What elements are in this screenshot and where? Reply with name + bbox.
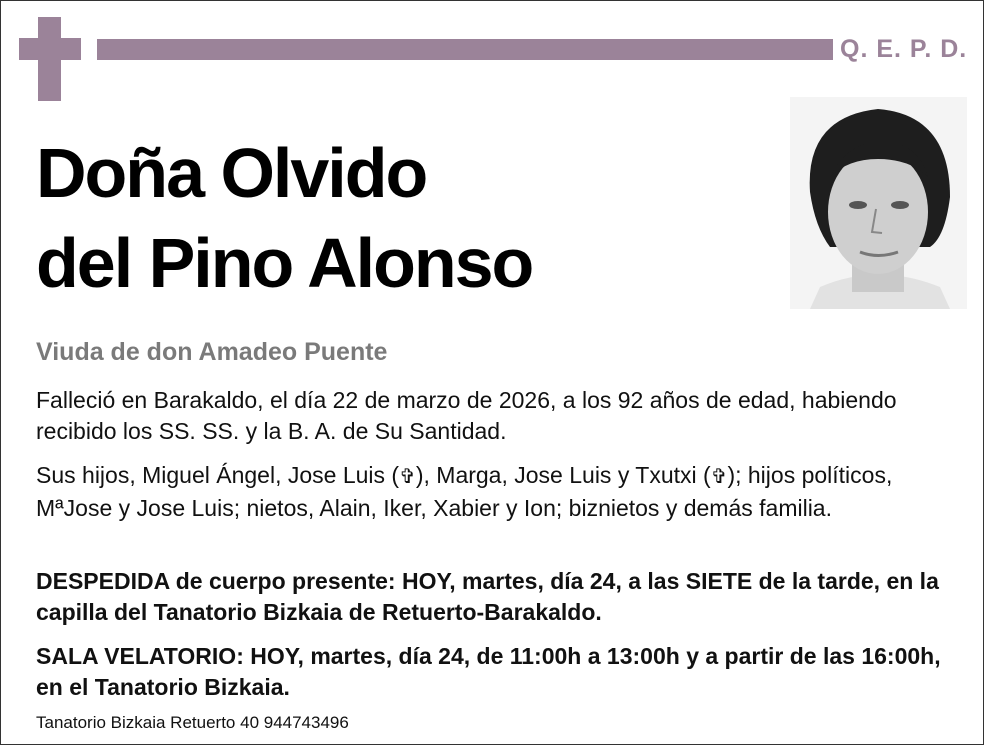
name-line-2: del Pino Alonso: [36, 224, 533, 302]
farewell-paragraph: DESPEDIDA de cuerpo presente: HOY, martes, día 24, a las SIETE de la tarde, en la capilla del Tanatorio Bizkaia de Retuerto-Barakaldo.: [36, 568, 939, 625]
funeral-home-footer: Tanatorio Bizkaia Retuerto 40 944743496: [36, 713, 349, 732]
cross-icon: ✞: [710, 466, 728, 488]
deceased-name: [36, 128, 756, 308]
death-paragraph: Falleció en Barakaldo, el día 22 de marzo de 2026, a los 92 años de edad, habiendo recibido los SS. SS. y la B. A. de Su Santidad.: [36, 387, 897, 444]
cross-icon: ✞: [399, 466, 416, 488]
family-text-part-3: ); hijos políticos, MªJose y Jose Luis; nietos, Alain, Iker, Xabier y Ion; biznietos y demás familia.: [36, 462, 893, 521]
wake-room-paragraph: SALA VELATORIO: HOY, martes, día 24, de 11:00h a 13:00h y a partir de las 16:00h, en el Tanatorio Bizkaia.: [36, 643, 941, 700]
portrait-image: [790, 97, 967, 309]
family-text-part-2: ), Marga, Jose Luis y Txutxi (: [415, 462, 711, 488]
header-band: [97, 39, 833, 60]
widow-subtitle: Viuda de don Amadeo Puente: [36, 338, 388, 366]
cross-icon-horizontal: [19, 38, 81, 60]
family-text-part-1: Sus hijos, Miguel Ángel, Jose Luis (: [36, 462, 400, 488]
name-line-1: Doña Olvido: [36, 134, 427, 212]
qepd-label: Q. E. P. D.: [840, 35, 968, 63]
family-paragraph: [36, 460, 951, 524]
portrait-photo: [790, 97, 967, 309]
